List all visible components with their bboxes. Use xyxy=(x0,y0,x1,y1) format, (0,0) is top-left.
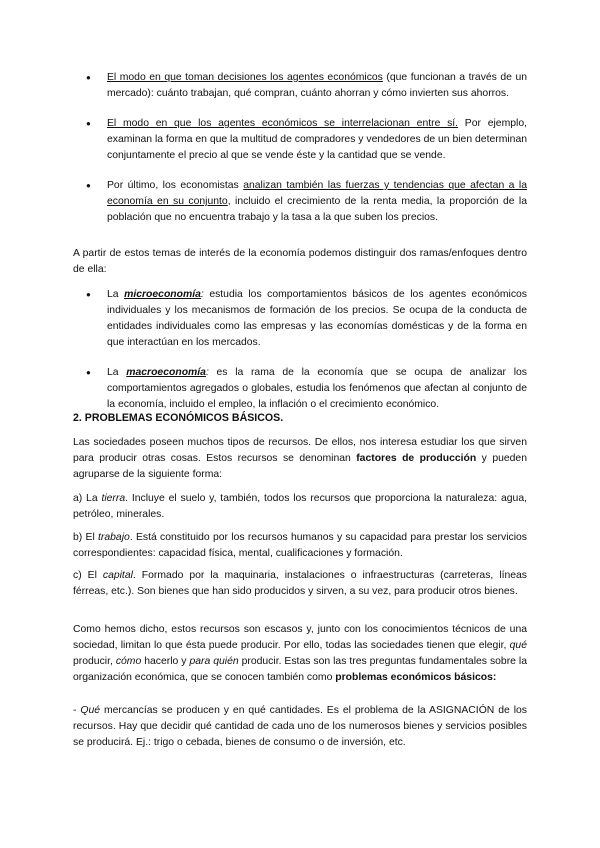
bullet-text: (que funcionan a través de un mercado): cuánto trabajan, qué compran, cuánto ahorran y cómo invierten sus ahorros. xyxy=(107,72,527,99)
italic-term: Qué xyxy=(80,705,101,716)
italic-term: capital xyxy=(102,570,133,581)
paragraph-text: producir. Estas son las tres preguntas fundamentales sobre la organización económica, que se conocen también como xyxy=(73,656,528,683)
paragraph-text: . Incluye el suelo y, también, todos los recursos que proporciona la naturaleza: agua, petróleo, minerales. xyxy=(73,493,527,520)
bullet-list-ramas xyxy=(0,287,600,413)
italic-term: qué xyxy=(509,640,527,651)
bullet-list-decisiones xyxy=(0,70,600,226)
paragraph-text: y pueden agruparse de la siguiente forma: xyxy=(73,453,527,480)
paragraph-escasos xyxy=(73,622,527,686)
paragraph-text: Como hemos dicho, estos recursos son escasos y, junto con los conocimientos técnicos de una sociedad, limitan lo que ésta puede producir. Por ello, todas las sociedades tienen que elegir, xyxy=(73,624,527,651)
bullet-item-macro xyxy=(0,365,600,413)
paragraph-intro-ramas: A partir de estos temas de interés de la economía podemos distinguir dos ramas/enfoques dentro de ella: xyxy=(73,248,527,275)
bullet-text: Por ejemplo, examinan la forma en que la multitud de compradores y vendedores de un bien determinan conjuntamente el precio al que se vende éste y la cantidad que se vende. xyxy=(107,118,527,161)
italic-term: cómo xyxy=(115,656,142,667)
underlined-text: El modo en que los agentes económicos se interrelacionan entre sí. xyxy=(107,118,459,129)
underlined-text: analizan también las fuerzas y tendencias que afectan a la economía en su conjunto xyxy=(107,180,527,207)
paragraph-que xyxy=(73,703,527,751)
paragraph-text: hacerlo y xyxy=(141,656,190,667)
bullet-item xyxy=(0,178,600,226)
italic-term: tierra xyxy=(101,493,126,504)
underlined-text: El modo en que toman decisiones los agentes económicos xyxy=(107,72,383,83)
paragraph-capital xyxy=(73,568,527,600)
bullet-text: La xyxy=(107,289,125,300)
paragraph-text: . Está constituido por los recursos humanos y su capacidad para prestar los servicios correspondientes: capacidad física, mental, cualificaciones y formación. xyxy=(73,532,527,559)
bullet-item xyxy=(0,70,600,102)
italic-term: trabajo xyxy=(98,532,130,543)
bullet-text: La xyxy=(107,367,127,378)
paragraph-trabajo xyxy=(73,530,527,562)
bullet-text: Por último, los economistas xyxy=(107,180,244,191)
paragraph-text: a) La xyxy=(73,493,102,504)
paragraph-text: mercancías se producen y en qué cantidades. Es el problema de la ASIGNACIÓN de los recursos. Hay que decidir qué cantidad de cada uno de los numerosos bienes y servicios posibles se producirá. Ej.: trigo o cebada, bienes de consumo o de inversión, etc. xyxy=(73,705,527,748)
italic-term: para quién xyxy=(189,656,239,667)
paragraph-recursos xyxy=(73,435,527,483)
section-heading: 2. PROBLEMAS ECONÓMICOS BÁSICOS. xyxy=(73,412,284,424)
term-microeconomia: microeconomía xyxy=(124,289,201,300)
bold-term: problemas económicos básicos: xyxy=(335,672,497,683)
paragraph-text: producir, xyxy=(73,656,116,667)
paragraph-text: c) El xyxy=(73,570,103,581)
colon: : xyxy=(205,367,209,378)
paragraph-text: Las sociedades poseen muchos tipos de recursos. De ellos, nos interesa estudiar los que sirven para producir otras cosas. Estos recursos se denominan xyxy=(73,437,527,464)
bullet-text: estudia los comportamientos básicos de los agentes económicos individuales y los mecanismos de formación de los precios. Se ocupa de la conducta de entidades individuales como las empresas y las economías domésticas y de la forma en que interactúan en los mercados. xyxy=(107,289,527,348)
bullet-text: es la rama de la economía que se ocupa de analizar los comportamientos agregados o globales, estudia los fenómenos que afectan al conjunto de la economía, incluido el empleo, la inflación o el crecimiento económico. xyxy=(107,367,527,410)
colon: : xyxy=(200,289,204,300)
paragraph-text: - xyxy=(73,705,81,716)
paragraph-text: . Formado por la maquinaria, instalaciones o infraestructuras (carreteras, líneas férreas, etc.). Son bienes que han sido producidos y sirven, a su vez, para producir otros bienes. xyxy=(73,570,527,597)
bold-term: factores de producción xyxy=(356,453,477,464)
paragraph-tierra xyxy=(73,491,527,523)
bullet-text: , incluido el crecimiento de la renta media, la proporción de la población que no encuentra trabajo y la tasa a la que suben los precios. xyxy=(107,196,528,223)
bullet-item-micro xyxy=(0,287,600,351)
paragraph-text: b) El xyxy=(73,532,99,543)
bullet-item xyxy=(0,116,600,164)
term-macroeconomia: macroeconomía xyxy=(126,367,206,378)
